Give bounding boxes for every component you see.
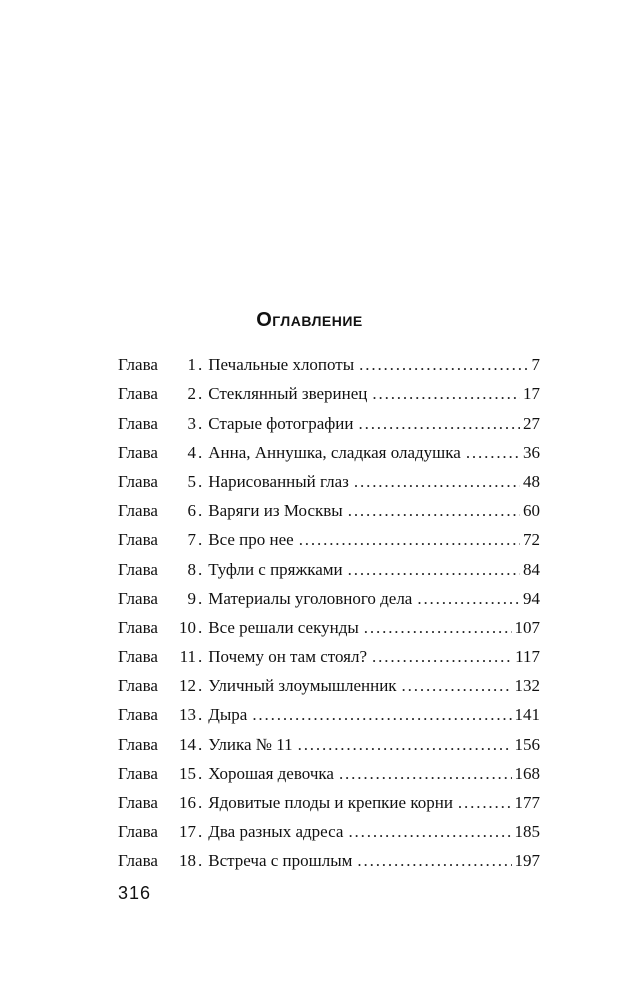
chapter-number-dot: . <box>198 442 203 462</box>
chapter-number-dot: . <box>198 676 203 696</box>
chapter-number-dot: . <box>198 384 203 404</box>
dot-leader <box>357 851 511 871</box>
chapter-number: 5 <box>187 471 196 491</box>
chapter-word: Глава <box>118 355 158 375</box>
toc-entry <box>118 346 540 375</box>
chapter-page-number: 94 <box>523 588 540 608</box>
chapter-number-dot: . <box>198 617 203 637</box>
chapter-word: Глава <box>118 822 158 842</box>
chapter-page-number: 141 <box>514 705 540 725</box>
chapter-number: 2 <box>187 384 196 404</box>
chapter-word: Глава <box>118 471 158 491</box>
dot-leader <box>359 355 528 375</box>
chapter-word: Глава <box>118 501 158 521</box>
dot-leader <box>402 676 512 696</box>
dot-leader <box>252 705 511 725</box>
chapter-word: Глава <box>118 559 158 579</box>
chapter-number: 10 <box>179 617 196 637</box>
chapter-page-number: 107 <box>514 617 540 637</box>
chapter-number-dot: . <box>198 413 203 433</box>
chapter-number: 14 <box>179 734 196 754</box>
chapter-title: Печальные хлопоты <box>208 355 355 375</box>
toc-entry <box>118 521 540 550</box>
chapter-word: Глава <box>118 793 158 812</box>
toc-list <box>118 346 540 871</box>
chapter-word: Глава <box>118 413 158 433</box>
chapter-number-dot: . <box>198 501 203 521</box>
chapter-number-dot: . <box>198 530 203 550</box>
chapter-page-number: 36 <box>523 442 540 462</box>
chapter-title: Ядовитые плоды и крепкие корни <box>208 793 453 812</box>
chapter-number: 7 <box>187 530 196 550</box>
chapter-title: Встреча с прошлым <box>208 851 353 871</box>
toc-entry <box>118 755 540 784</box>
chapter-title: Анна, Аннушка, сладкая оладушка <box>208 442 461 462</box>
chapter-number: 12 <box>179 676 196 696</box>
chapter-number-dot: . <box>198 705 203 725</box>
chapter-page-number: 84 <box>523 559 540 579</box>
chapter-number: 3 <box>187 413 196 433</box>
toc-entry <box>118 725 540 754</box>
chapter-word: Глава <box>118 851 158 871</box>
chapter-page-number: 197 <box>514 851 540 871</box>
chapter-page-number: 17 <box>523 384 540 404</box>
chapter-title: Все про нее <box>208 530 294 550</box>
dot-leader <box>348 501 520 521</box>
chapter-number: 15 <box>179 763 196 783</box>
chapter-page-number: 168 <box>514 763 540 783</box>
toc-entry <box>118 434 540 463</box>
chapter-word: Глава <box>118 530 158 550</box>
chapter-page-number: 60 <box>523 501 540 521</box>
chapter-title: Старые фотографии <box>208 413 354 433</box>
chapter-word: Глава <box>118 588 158 608</box>
toc-entry <box>118 813 540 842</box>
chapter-word: Глава <box>118 763 158 783</box>
dot-leader <box>359 414 521 434</box>
page-number: 316 <box>118 883 152 903</box>
chapter-number-dot: . <box>198 734 203 754</box>
chapter-number-dot: . <box>198 559 203 579</box>
toc-entry <box>118 580 540 609</box>
toc-title: Оглавление <box>256 309 363 331</box>
toc-entry <box>118 375 540 404</box>
chapter-number-dot: . <box>198 793 203 812</box>
chapter-word: Глава <box>118 442 158 462</box>
chapter-number-dot: . <box>198 647 203 667</box>
chapter-page-number: 48 <box>523 471 540 491</box>
dot-leader <box>417 589 520 609</box>
toc-entry <box>118 492 540 521</box>
chapter-page-number: 27 <box>523 413 540 433</box>
toc-entry <box>118 404 540 433</box>
chapter-word: Глава <box>118 705 158 725</box>
chapter-title: Хорошая девочка <box>208 763 334 783</box>
dot-leader <box>299 530 520 550</box>
chapter-page-number: 7 <box>531 355 540 375</box>
chapter-title: Туфли с пряжками <box>208 559 343 579</box>
chapter-title: Дыра <box>208 705 248 725</box>
chapter-number-dot: . <box>198 763 203 783</box>
chapter-number: 4 <box>187 442 196 462</box>
chapter-number-dot: . <box>198 355 203 375</box>
chapter-number: 11 <box>179 647 196 667</box>
chapter-page-number: 156 <box>514 734 540 754</box>
chapter-number-dot: . <box>198 822 203 842</box>
chapter-word: Глава <box>118 734 158 754</box>
chapter-number: 6 <box>187 501 196 521</box>
chapter-title: Нарисованный глаз <box>208 471 349 491</box>
chapter-word: Глава <box>118 384 158 404</box>
chapter-number: 9 <box>187 588 196 608</box>
chapter-title: Почему он там стоял? <box>208 647 368 667</box>
chapter-number: 18 <box>179 851 196 871</box>
chapter-page-number: 177 <box>514 793 540 812</box>
dot-leader <box>348 822 511 842</box>
chapter-number: 17 <box>179 822 196 842</box>
chapter-number: 8 <box>187 559 196 579</box>
toc-entry <box>118 550 540 579</box>
toc-entry <box>118 638 540 667</box>
chapter-number-dot: . <box>198 851 203 871</box>
dot-leader <box>372 384 520 404</box>
toc-entry <box>118 667 540 696</box>
chapter-page-number: 185 <box>514 822 540 842</box>
dot-leader <box>354 472 520 492</box>
chapter-title: Все решали секунды <box>208 617 359 637</box>
chapter-title: Материалы уголовного дела <box>208 588 413 608</box>
chapter-title: Два разных адреса <box>208 822 344 842</box>
dot-leader <box>348 560 520 580</box>
toc-entry <box>118 609 540 638</box>
chapter-page-number: 132 <box>514 676 540 696</box>
dot-leader <box>372 647 512 667</box>
toc-entry <box>118 696 540 725</box>
chapter-title: Уличный злоумышленник <box>208 676 397 696</box>
chapter-number: 13 <box>179 705 196 725</box>
chapter-title: Стеклянный зверинец <box>208 384 368 404</box>
chapter-word: Глава <box>118 617 158 637</box>
chapter-page-number: 72 <box>523 530 540 550</box>
chapter-number: 1 <box>187 355 196 375</box>
chapter-title: Улика № 11 <box>208 734 293 754</box>
chapter-word: Глава <box>118 647 158 667</box>
chapter-number-dot: . <box>198 471 203 491</box>
dot-leader <box>339 764 512 784</box>
dot-leader <box>458 793 512 813</box>
toc-entry <box>118 784 540 813</box>
chapter-page-number: 117 <box>515 647 540 667</box>
chapter-title: Варяги из Москвы <box>208 501 343 521</box>
chapter-number-dot: . <box>198 588 203 608</box>
chapter-word: Глава <box>118 676 158 696</box>
dot-leader <box>364 618 512 638</box>
dot-leader <box>466 443 520 463</box>
toc-entry <box>118 842 540 871</box>
dot-leader <box>298 735 512 755</box>
toc-entry <box>118 463 540 492</box>
chapter-number: 16 <box>179 793 196 812</box>
